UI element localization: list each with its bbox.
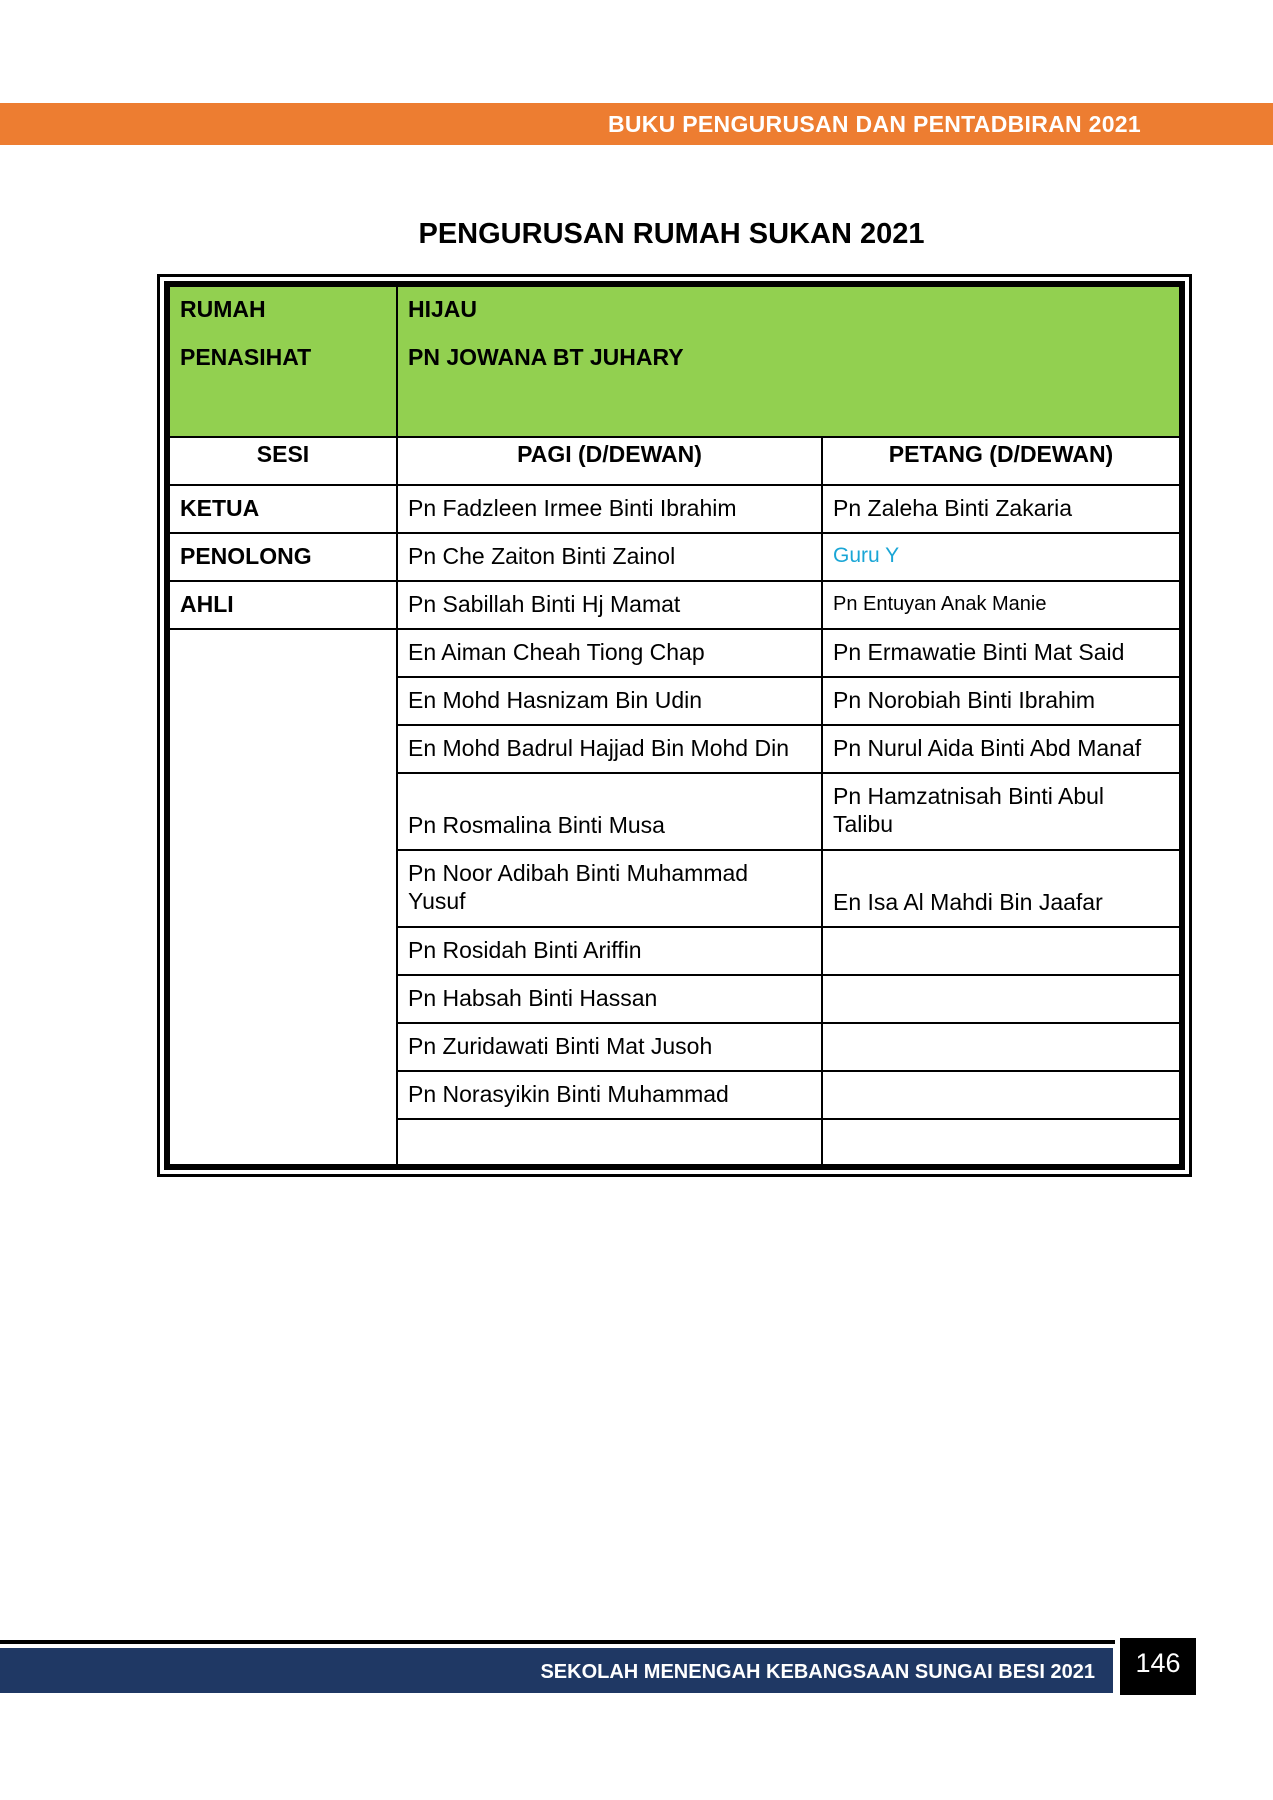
table-frame bbox=[157, 274, 1192, 1177]
rumah-sukan-table bbox=[170, 287, 1179, 1168]
petang-cell: Pn Zaleha Binti Zakaria bbox=[822, 485, 1179, 533]
table-border bbox=[164, 281, 1185, 1170]
pagi-cell: Pn Fadzleen Irmee Binti Ibrahim bbox=[397, 485, 822, 533]
pagi-cell: Pn Habsah Binti Hassan bbox=[397, 975, 822, 1023]
petang-cell bbox=[822, 1023, 1179, 1071]
petang-cell bbox=[822, 927, 1179, 975]
penasihat-label: PENASIHAT bbox=[180, 344, 312, 370]
pagi-cell: Pn Noor Adibah Binti Muhammad Yusuf bbox=[397, 850, 822, 927]
penasihat-value: PN JOWANA BT JUHARY bbox=[408, 344, 684, 370]
table-row bbox=[170, 533, 1179, 581]
column-header: PAGI (D/DEWAN) bbox=[397, 437, 822, 485]
role-cell: AHLI bbox=[170, 581, 397, 629]
column-header: PETANG (D/DEWAN) bbox=[822, 437, 1179, 485]
pagi-cell: Pn Sabillah Binti Hj Mamat bbox=[397, 581, 822, 629]
pagi-cell: Pn Rosidah Binti Ariffin bbox=[397, 927, 822, 975]
house-info-row bbox=[170, 287, 1179, 437]
house-labels-cell bbox=[170, 287, 397, 437]
role-cell: KETUA bbox=[170, 485, 397, 533]
header-band bbox=[0, 103, 1273, 145]
table-row bbox=[170, 581, 1179, 629]
footer-rule bbox=[0, 1640, 1115, 1644]
petang-cell bbox=[822, 1071, 1179, 1119]
petang-cell: Pn Entuyan Anak Manie bbox=[822, 581, 1179, 629]
page-number: 146 bbox=[1120, 1638, 1196, 1695]
house-values-cell bbox=[397, 287, 1179, 437]
petang-cell: Pn Nurul Aida Binti Abd Manaf bbox=[822, 725, 1179, 773]
page-title: PENGURUSAN RUMAH SUKAN 2021 bbox=[418, 218, 925, 250]
pagi-cell: En Mohd Hasnizam Bin Udin bbox=[397, 677, 822, 725]
table-row bbox=[170, 485, 1179, 533]
petang-cell: Guru Y bbox=[822, 533, 1179, 581]
column-header: SESI bbox=[170, 437, 397, 485]
petang-cell: En Isa Al Mahdi Bin Jaafar bbox=[822, 850, 1179, 927]
pagi-cell: Pn Che Zaiton Binti Zainol bbox=[397, 533, 822, 581]
table-header-row bbox=[170, 437, 1179, 485]
pagi-cell: Pn Rosmalina Binti Musa bbox=[397, 773, 822, 850]
petang-cell bbox=[822, 1119, 1179, 1167]
petang-cell: Pn Norobiah Binti Ibrahim bbox=[822, 677, 1179, 725]
petang-cell: Pn Hamzatnisah Binti Abul Talibu bbox=[822, 773, 1179, 850]
role-cell: PENOLONG bbox=[170, 533, 397, 581]
role-cell-empty bbox=[170, 629, 397, 1167]
footer-school-name: SEKOLAH MENENGAH KEBANGSAAN SUNGAI BESI 2021 bbox=[540, 1661, 1095, 1683]
pagi-cell: En Mohd Badrul Hajjad Bin Mohd Din bbox=[397, 725, 822, 773]
pagi-cell: Pn Norasyikin Binti Muhammad bbox=[397, 1071, 822, 1119]
rumah-value: HIJAU bbox=[408, 296, 478, 322]
petang-cell bbox=[822, 975, 1179, 1023]
pagi-cell: En Aiman Cheah Tiong Chap bbox=[397, 629, 822, 677]
table-row bbox=[170, 629, 1179, 677]
rumah-label: RUMAH bbox=[180, 296, 266, 322]
header-title: BUKU PENGURUSAN DAN PENTADBIRAN 2021 bbox=[607, 111, 1141, 137]
pagi-cell bbox=[397, 1119, 822, 1167]
pagi-cell: Pn Zuridawati Binti Mat Jusoh bbox=[397, 1023, 822, 1071]
petang-cell: Pn Ermawatie Binti Mat Said bbox=[822, 629, 1179, 677]
footer-band bbox=[0, 1648, 1113, 1693]
